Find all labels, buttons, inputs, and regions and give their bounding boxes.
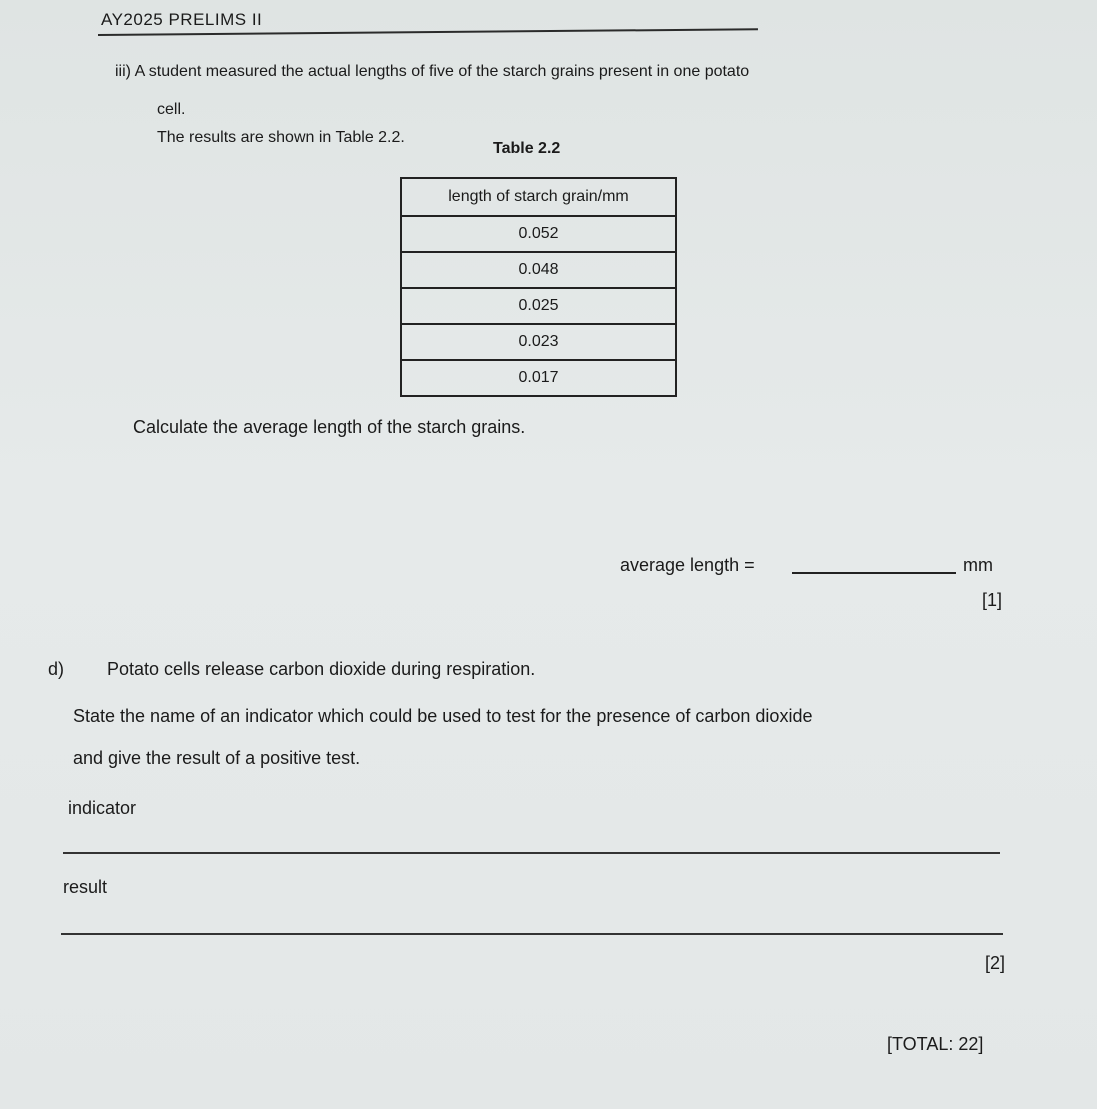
question-iii-text: A student measured the actual lengths of five of the starch grains present in one potato bbox=[134, 63, 750, 80]
marks-d: [2] bbox=[985, 953, 1006, 973]
table-row bbox=[401, 288, 676, 324]
table-header-cell: length of starch grain/mm bbox=[401, 178, 676, 216]
indicator-answer-line[interactable] bbox=[63, 852, 1000, 854]
result-label: result bbox=[63, 877, 108, 897]
average-length-unit: mm bbox=[963, 555, 993, 575]
table-caption: Table 2.2 bbox=[493, 140, 561, 157]
question-d-instruction-line1: State the name of an indicator which could be used to test for the presence of carbon dioxide bbox=[73, 706, 813, 726]
question-iii-line1 bbox=[115, 63, 749, 81]
question-d-label: d) bbox=[48, 659, 65, 679]
table-cell: 0.017 bbox=[401, 360, 676, 396]
starch-grain-table bbox=[400, 177, 677, 397]
table-cell: 0.048 bbox=[401, 252, 676, 288]
table-header-row bbox=[401, 178, 676, 216]
calculate-instruction: Calculate the average length of the starch grains. bbox=[133, 417, 526, 437]
results-statement: The results are shown in Table 2.2. bbox=[157, 129, 405, 146]
average-length-label: average length = bbox=[620, 555, 755, 575]
average-length-answer-line[interactable] bbox=[792, 572, 956, 574]
question-d-text: Potato cells release carbon dioxide during respiration. bbox=[107, 659, 536, 679]
marks-iii: [1] bbox=[982, 590, 1003, 610]
table-row bbox=[401, 252, 676, 288]
total-marks: [TOTAL: 22] bbox=[887, 1034, 984, 1054]
question-iii-number: iii) bbox=[115, 63, 131, 80]
table-row bbox=[401, 216, 676, 252]
table-cell: 0.023 bbox=[401, 324, 676, 360]
table-cell: 0.052 bbox=[401, 216, 676, 252]
result-answer-line[interactable] bbox=[61, 933, 1003, 935]
table-cell: 0.025 bbox=[401, 288, 676, 324]
question-d-instruction-line2: and give the result of a positive test. bbox=[73, 748, 361, 768]
table-row bbox=[401, 360, 676, 396]
table-row bbox=[401, 324, 676, 360]
indicator-label: indicator bbox=[68, 798, 137, 818]
exam-header-title: AY2025 PRELIMS II bbox=[101, 10, 263, 29]
question-iii-line2: cell. bbox=[157, 101, 186, 118]
